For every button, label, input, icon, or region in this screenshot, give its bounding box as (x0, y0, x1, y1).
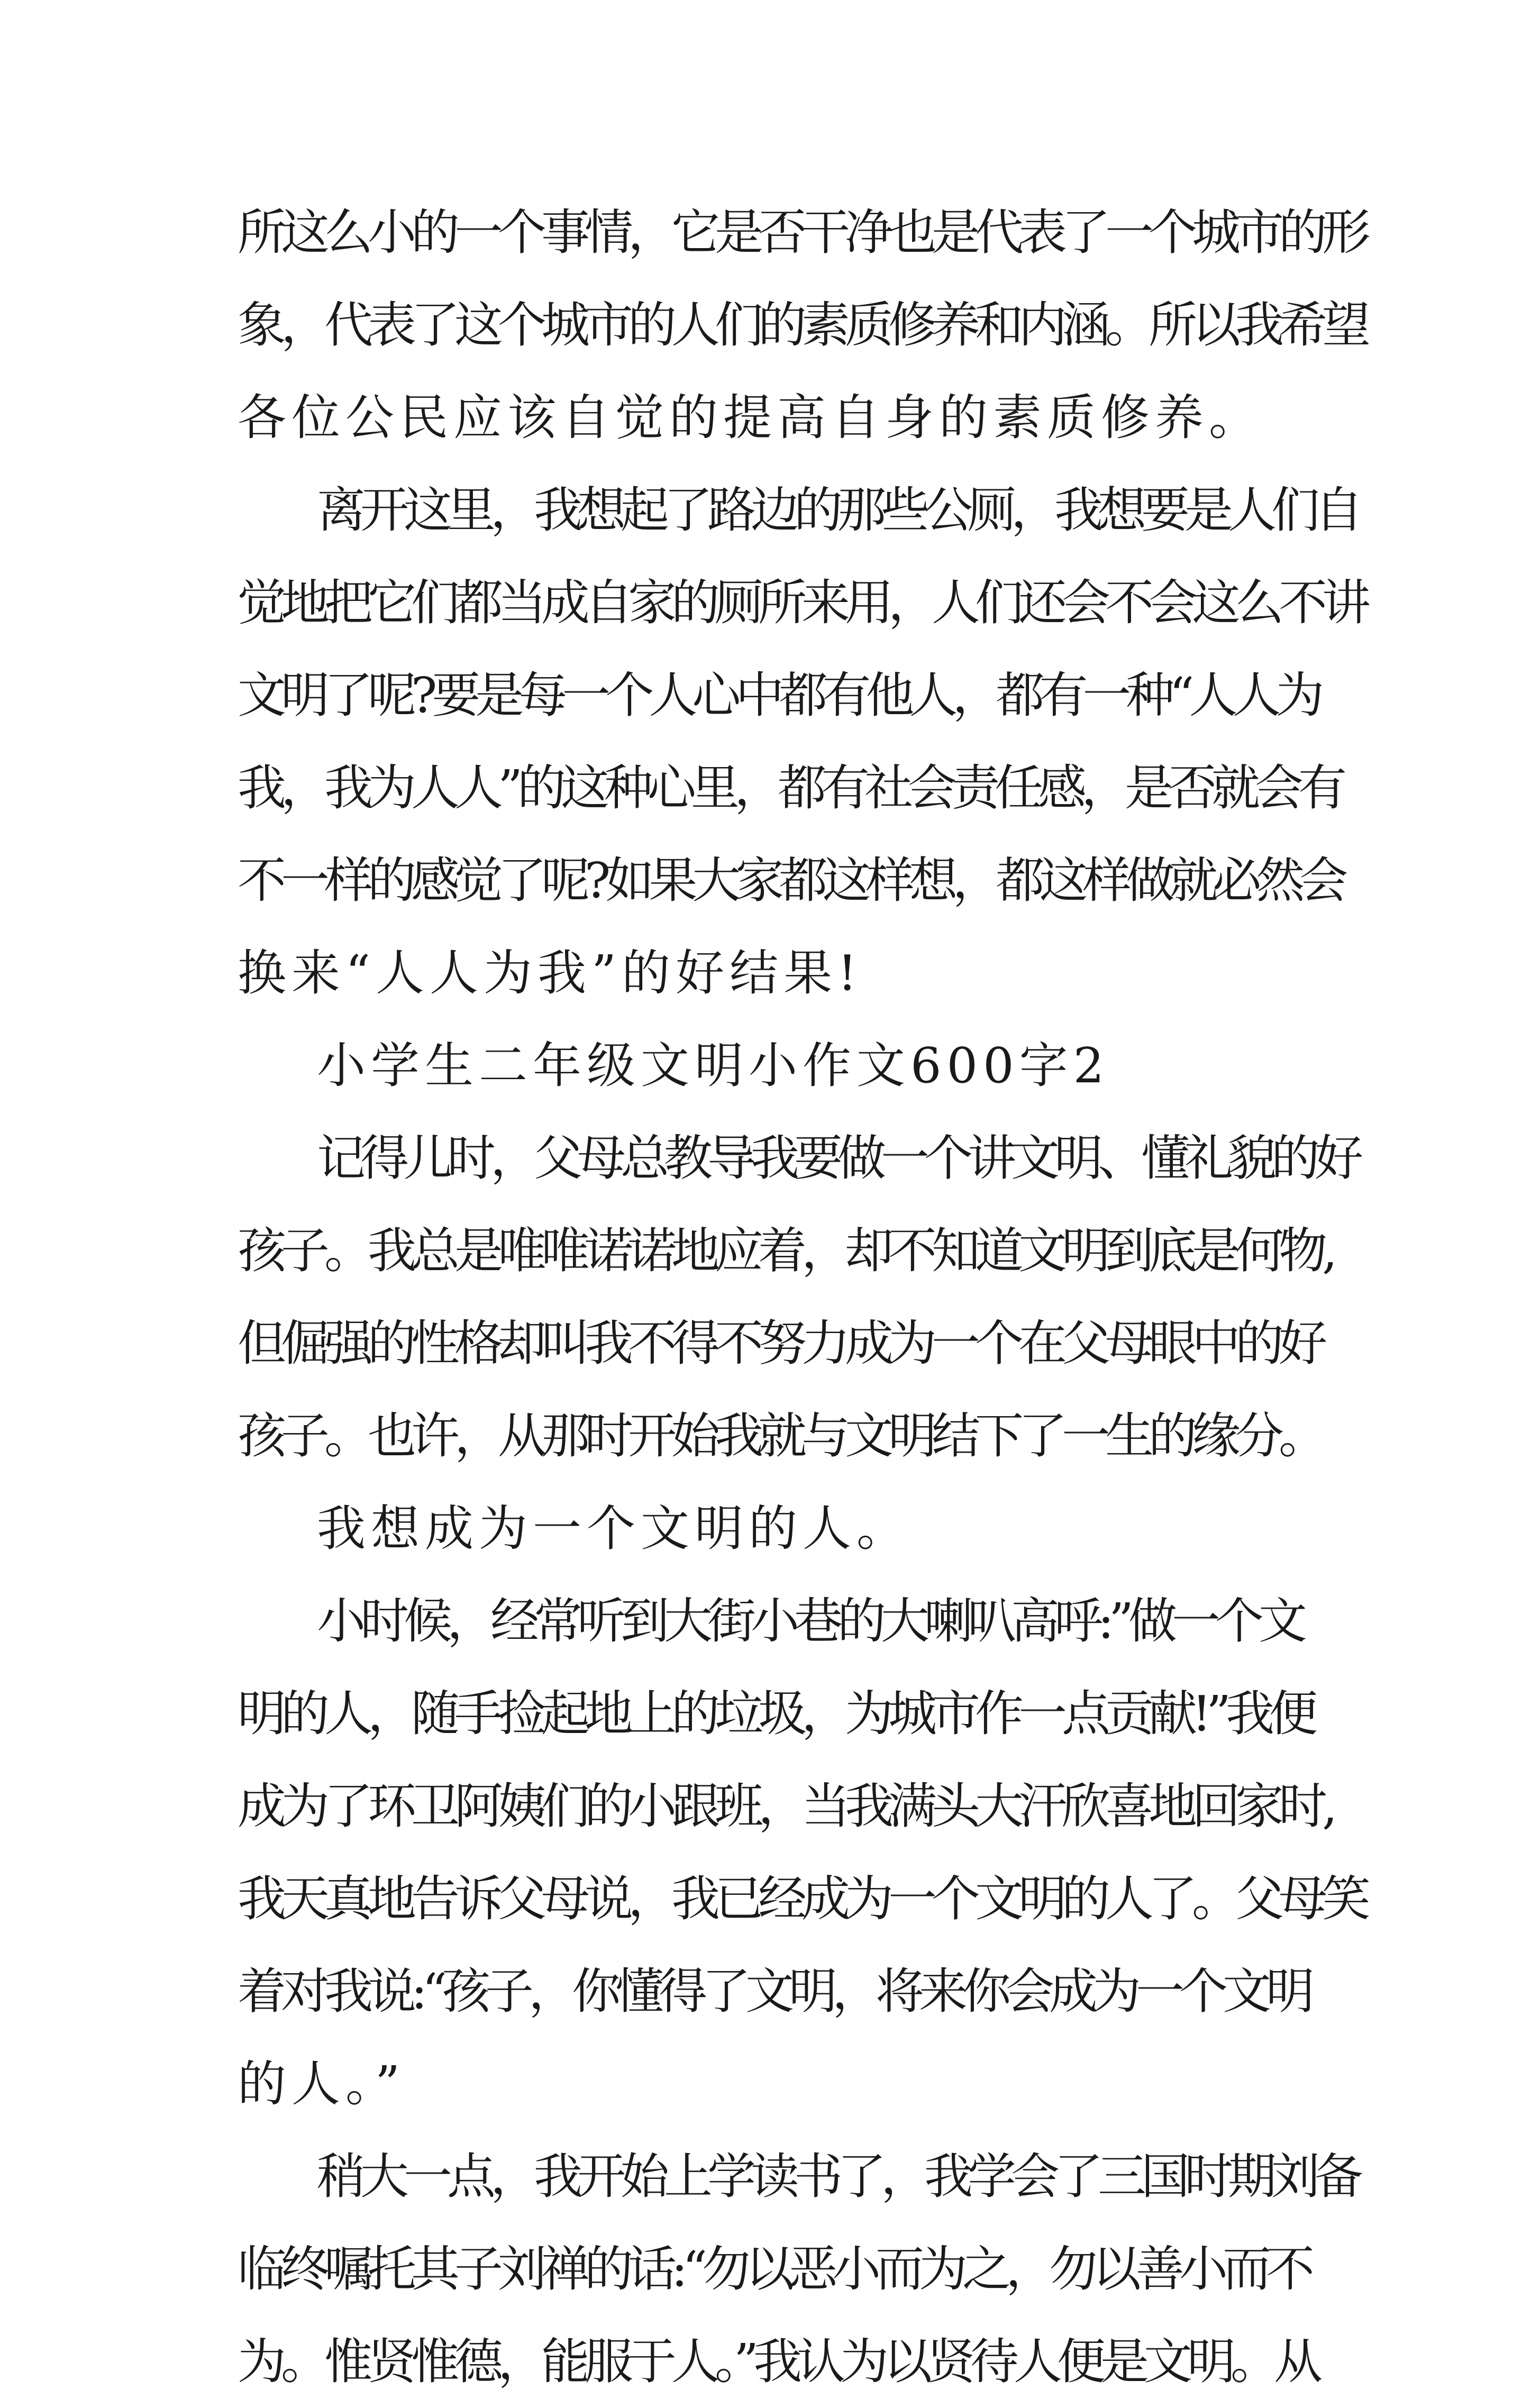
text-line: 所这么小的一个事情，它是否干净也是代表了一个城市的形 (238, 204, 1366, 261)
text-line: 临终嘱托其子刘禅的话:“勿以恶小而为之，勿以善小而不 (238, 2241, 1310, 2297)
text-line: 不一样的感觉了呢?如果大家都这样想，都这样做就必然会 (238, 852, 1343, 909)
text-line: 各位公民应该自觉的提高自身的素质修养。 (238, 389, 1263, 446)
text-line: 孩子。我总是唯唯诺诺地应着，却不知道文明到底是何物, (238, 1223, 1333, 1279)
text-line: 着对我说:“孩子，你懂得了文明，将来你会成为一个文明 (238, 1963, 1310, 2020)
body-text (238, 186, 1366, 2408)
text-line: 我想成为一个文明的人。 (317, 1500, 911, 1557)
text-line: 稍大一点，我开始上学读书了，我学会了三国时期刘备 (317, 2148, 1359, 2205)
text-line: 的人。” (238, 2056, 406, 2112)
text-line: 明的人，随手捡起地上的垃圾，为城市作一点贡献!”我便 (238, 1685, 1313, 1742)
text-line: 但倔强的性格却叫我不得不努力成为一个在父母眼中的好 (238, 1315, 1323, 1372)
text-line: 换来“人人为我”的好结果! (238, 945, 863, 1001)
text-line: 为。惟贤惟德，能服于人。”我认为以贤待人便是文明。从 (238, 2333, 1318, 2390)
text-line: 小学生二年级文明小作文600字2 (317, 1037, 1110, 1094)
text-line: 孩子。也许，从那时开始我就与文明结下了一生的缘分。 (238, 1408, 1323, 1464)
text-line: 我，我为人人”的这种心里，都有社会责任感，是否就会有 (238, 760, 1342, 816)
text-line: 我天真地告诉父母说，我已经成为一个文明的人了。父母笑 (238, 1871, 1366, 1927)
text-line: 成为了环卫阿姨们的小跟班，当我满头大汗欣喜地回家时, (238, 1778, 1333, 1835)
text-line: 记得儿时，父母总教导我要做一个讲文明、懂礼貌的好 (317, 1130, 1359, 1187)
text-line: 象，代表了这个城市的人们的素质修养和内涵。所以我希望 (238, 297, 1366, 353)
text-line: 离开这里，我想起了路边的那些公厕，我想要是人们自 (317, 482, 1359, 539)
text-line: 觉地把它们都当成自家的厕所来用，人们还会不会这么不讲 (238, 574, 1366, 631)
text-line: 文明了呢?要是每一个人心中都有他人，都有一种“人人为 (238, 667, 1319, 724)
text-line: 小时候，经常听到大街小巷的大喇叭高呼:”做一个文 (317, 1593, 1302, 1649)
